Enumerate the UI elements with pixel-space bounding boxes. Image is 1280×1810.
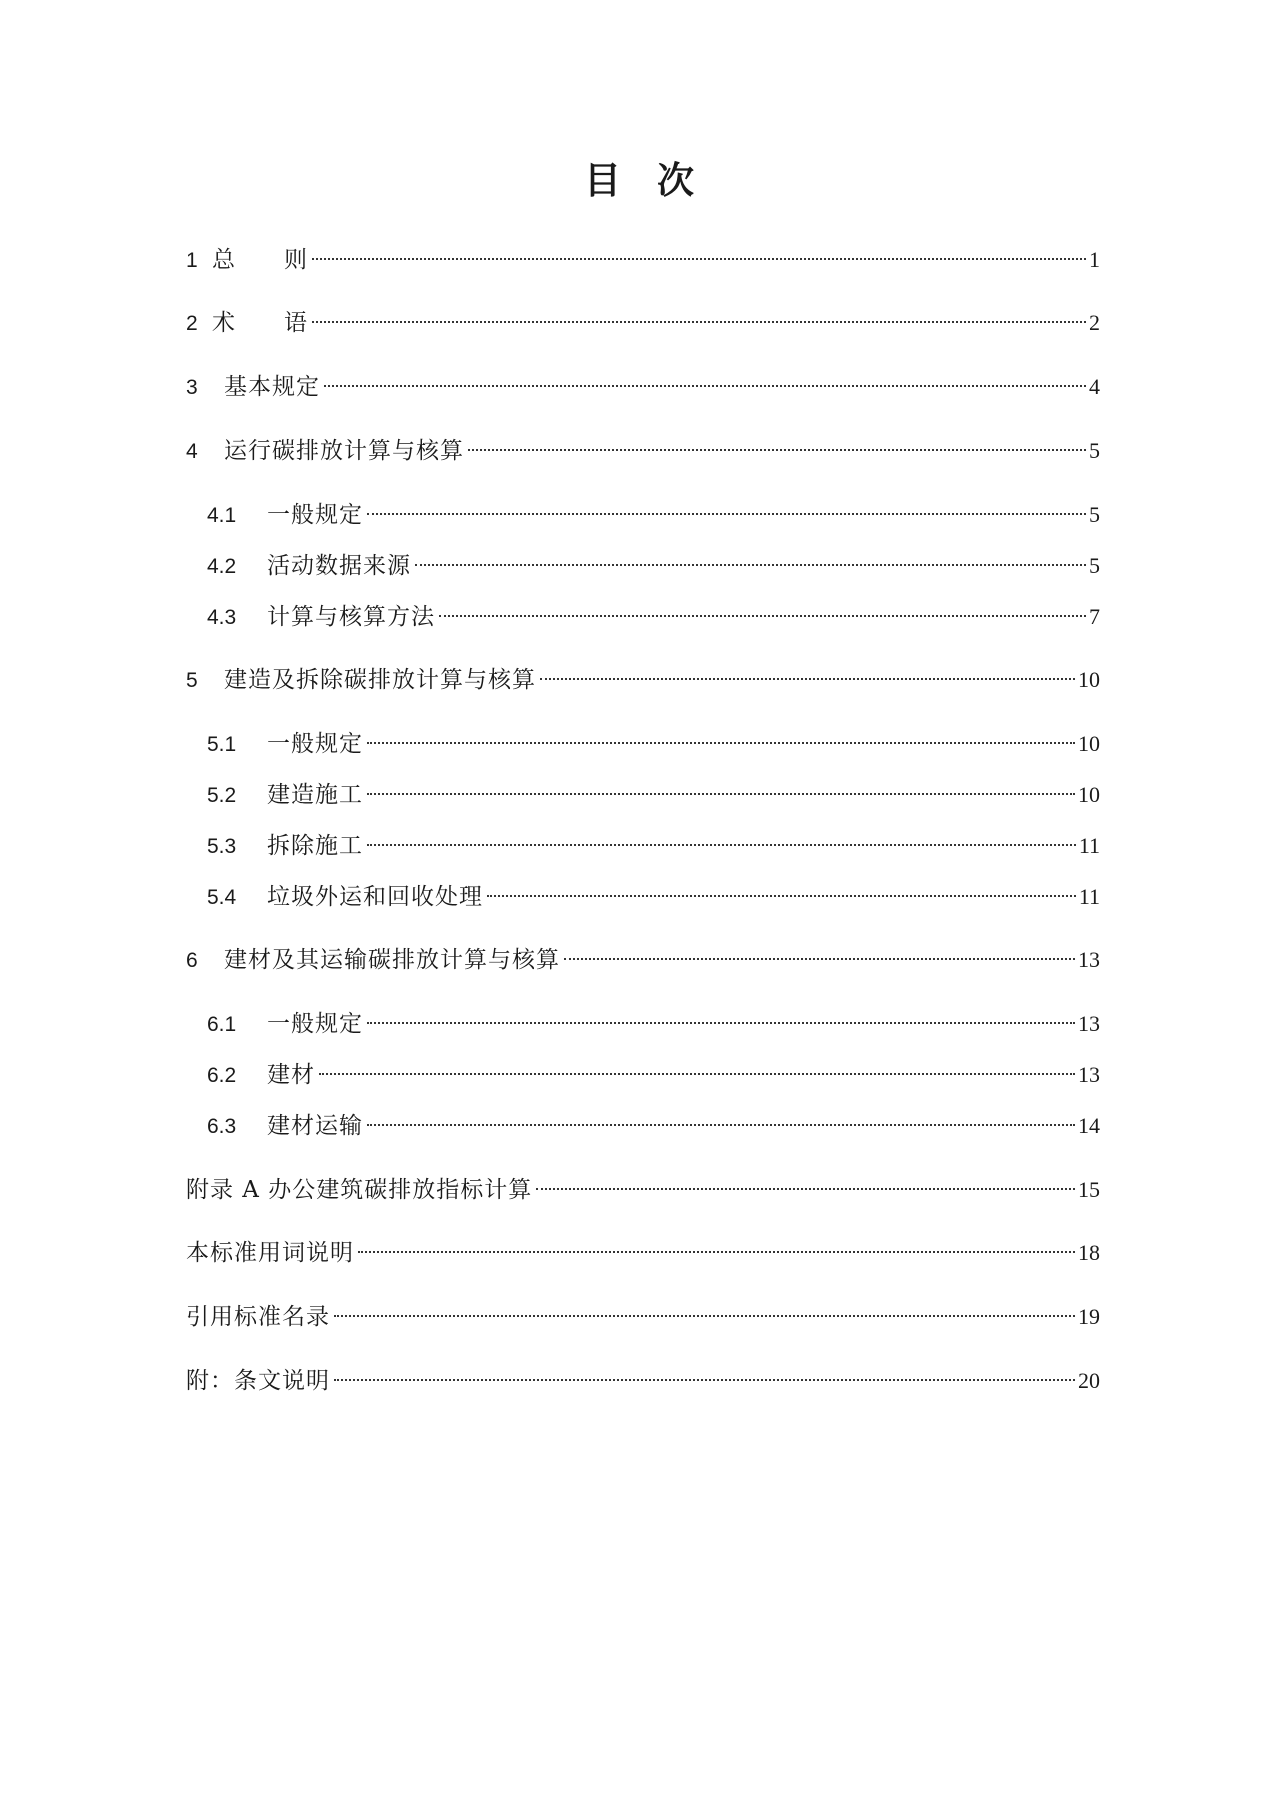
toc-entry-4-3[interactable] (207, 597, 1100, 637)
toc-entry-6-1[interactable] (207, 1004, 1100, 1044)
dot-leader (319, 1073, 1075, 1075)
toc-page-number: 20 (1078, 1368, 1100, 1393)
dot-leader (324, 385, 1086, 387)
toc-entry-2[interactable] (186, 303, 1100, 343)
toc-text: 一般规定 (267, 731, 363, 757)
toc-entry-appendix-a[interactable] (186, 1170, 1100, 1210)
toc-number: 6.3 (207, 1115, 237, 1138)
toc-text: 建材及其运输碳排放计算与核算 (224, 947, 560, 973)
toc-text: 术 语 (212, 310, 308, 336)
toc-page-number: 5 (1089, 502, 1100, 527)
dot-leader (367, 742, 1075, 744)
dot-leader (439, 615, 1086, 617)
title-part-1: 目 (584, 158, 623, 202)
toc-number: 6.2 (207, 1064, 237, 1087)
dot-leader (468, 449, 1086, 451)
toc-page-number: 10 (1078, 667, 1100, 692)
dot-leader (334, 1315, 1075, 1317)
dot-leader (334, 1379, 1075, 1381)
toc-text: 计算与核算方法 (267, 604, 435, 630)
toc-page-number: 19 (1078, 1304, 1100, 1329)
toc-number: 4.3 (207, 606, 237, 629)
toc-text: 总 则 (212, 247, 308, 273)
toc-page-number: 7 (1089, 604, 1100, 629)
toc-entry-3[interactable] (186, 367, 1100, 407)
toc-number: 1 (186, 249, 198, 272)
title-part-2: 次 (657, 158, 696, 202)
toc-text: 本标准用词说明 (186, 1240, 354, 1266)
toc-number: 5.1 (207, 733, 237, 756)
toc-entry-4[interactable] (186, 431, 1100, 471)
toc-number: 3 (186, 376, 198, 399)
toc-page-number: 15 (1078, 1177, 1100, 1202)
toc-page-number: 14 (1078, 1113, 1100, 1138)
toc-number: 4 (186, 440, 198, 463)
dot-leader (415, 564, 1086, 566)
page-title (0, 150, 1280, 210)
toc-number: 4.1 (207, 504, 237, 527)
toc-text: 建造及拆除碳排放计算与核算 (224, 667, 536, 693)
toc-entry-5-3[interactable] (207, 826, 1100, 866)
toc-number: 5.4 (207, 886, 237, 909)
toc-entry-4-2[interactable] (207, 546, 1100, 586)
toc-entry-4-1[interactable] (207, 495, 1100, 535)
toc-text: 建造施工 (267, 782, 363, 808)
toc-text: 拆除施工 (267, 833, 363, 859)
toc-page-number: 13 (1078, 947, 1100, 972)
toc-page-number: 2 (1089, 310, 1100, 335)
toc-text: 活动数据来源 (267, 553, 411, 579)
toc-page-number: 5 (1089, 438, 1100, 463)
dot-leader (487, 895, 1076, 897)
dot-leader (367, 793, 1075, 795)
dot-leader (312, 258, 1086, 260)
dot-leader (564, 958, 1075, 960)
toc-entry-5-4[interactable] (207, 877, 1100, 917)
toc-text: 基本规定 (224, 374, 320, 400)
toc-number: 6.1 (207, 1013, 237, 1036)
toc-entry-clause-notes[interactable] (186, 1361, 1100, 1401)
dot-leader (536, 1188, 1075, 1190)
toc-text: 建材运输 (267, 1113, 363, 1139)
dot-leader (367, 513, 1086, 515)
toc-text: 附：条文说明 (186, 1368, 330, 1394)
toc-entry-6[interactable] (186, 940, 1100, 980)
toc-entry-5-1[interactable] (207, 724, 1100, 764)
toc-number: 6 (186, 949, 198, 972)
toc-page-number: 11 (1078, 833, 1100, 858)
toc-entry-5[interactable] (186, 660, 1100, 700)
toc-entry-1[interactable] (186, 240, 1100, 280)
dot-leader (367, 1124, 1075, 1126)
toc-number: 5.2 (207, 784, 237, 807)
dot-leader (540, 678, 1075, 680)
toc-entry-references[interactable] (186, 1297, 1100, 1337)
toc-number: 2 (186, 312, 198, 335)
toc-page-number: 11 (1078, 884, 1100, 909)
dot-leader (367, 844, 1076, 846)
toc-page-number: 1 (1089, 247, 1100, 272)
toc-page-number: 13 (1078, 1062, 1100, 1087)
toc-page-number: 18 (1078, 1240, 1100, 1265)
toc-text: 一般规定 (267, 1011, 363, 1037)
toc-entry-6-3[interactable] (207, 1106, 1100, 1146)
toc-page-number: 10 (1078, 731, 1100, 756)
toc-page-number: 13 (1078, 1011, 1100, 1036)
dot-leader (358, 1251, 1075, 1253)
toc-entry-5-2[interactable] (207, 775, 1100, 815)
toc-number: 5.3 (207, 835, 237, 858)
toc-text: 引用标准名录 (186, 1304, 330, 1330)
toc-text: 建材 (267, 1062, 315, 1088)
toc-text: 附录 A 办公建筑碳排放指标计算 (186, 1177, 533, 1203)
toc-page-number: 5 (1089, 553, 1100, 578)
toc-text: 一般规定 (267, 502, 363, 528)
toc-number: 5 (186, 669, 198, 692)
toc-text: 运行碳排放计算与核算 (224, 438, 464, 464)
dot-leader (367, 1022, 1075, 1024)
toc-page-number: 10 (1078, 782, 1100, 807)
toc-number: 4.2 (207, 555, 237, 578)
toc-entry-wording[interactable] (186, 1233, 1100, 1273)
toc-entry-6-2[interactable] (207, 1055, 1100, 1095)
toc-text: 垃圾外运和回收处理 (267, 884, 483, 910)
toc-page-number: 4 (1089, 374, 1100, 399)
dot-leader (312, 321, 1086, 323)
